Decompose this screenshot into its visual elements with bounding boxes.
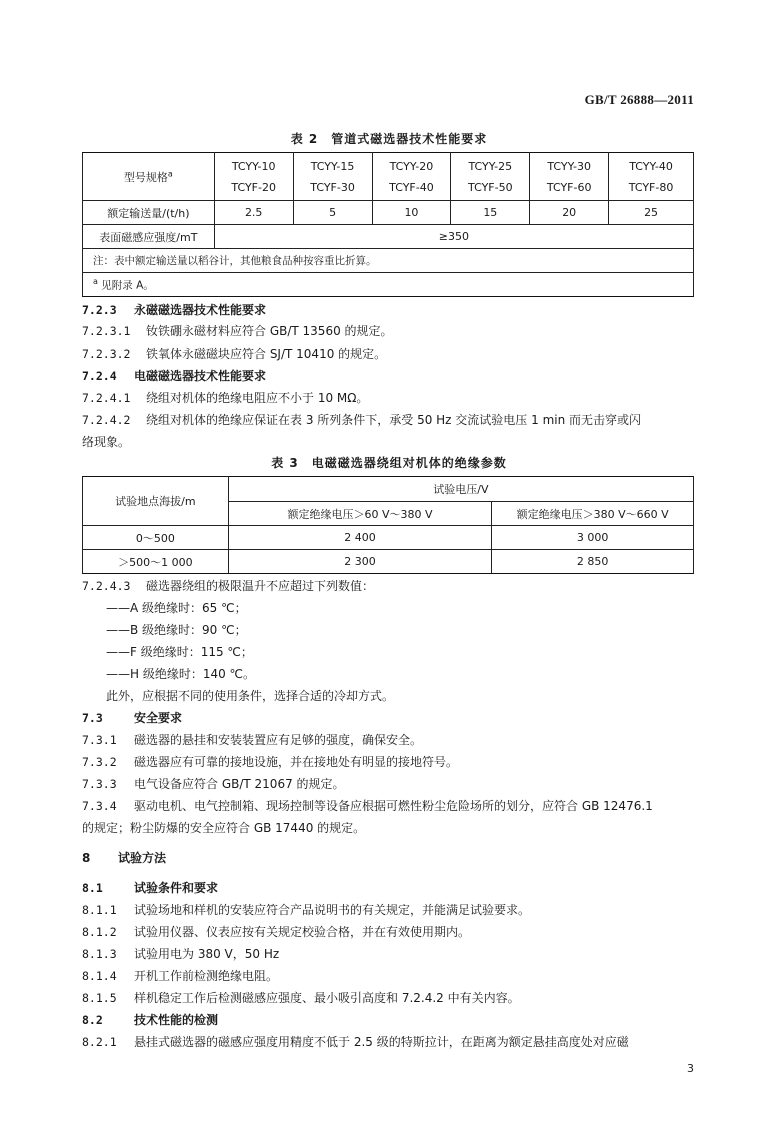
table3-cell: 2 850 bbox=[492, 550, 694, 574]
table3-cell: 3 000 bbox=[492, 526, 694, 550]
list-item: ——F 级绝缘时：115 ℃； bbox=[106, 645, 253, 659]
paragraph: 络现象。 bbox=[82, 435, 131, 449]
table2-model-cell: TCYY-25 TCYF-50 bbox=[451, 153, 530, 201]
paragraph: 此外，应根据不同的使用条件，选择合适的冷却方式。 bbox=[106, 689, 395, 703]
paragraph: 7.2.4.3 磁选器绕组的极限温升不应超过下列数值： bbox=[82, 579, 375, 593]
table2-note: 注：表中额定输送量以稻谷计，其他粮食品种按容重比折算。 bbox=[83, 249, 694, 273]
table2-header-model: 型号规格$^a$ bbox=[83, 153, 215, 201]
table2-capacity-cell: 2.5 bbox=[214, 201, 293, 225]
table2-capacity-cell: 5 bbox=[293, 201, 372, 225]
table2-capacity-cell: 15 bbox=[451, 201, 530, 225]
paragraph: 8.1.5 样机稳定工作后检测磁感应强度、最小吸引高度和 7.2.4.2 中有关内容。 bbox=[82, 991, 520, 1005]
table3-cell: 0～500 bbox=[83, 526, 229, 550]
paragraph: 7.2.3.2 铁氧体永磁磁块应符合 SJ/T 10410 的规定。 bbox=[82, 347, 387, 361]
list-item: ——B 级绝缘时：90 ℃； bbox=[106, 623, 247, 637]
paragraph: 8.1.1 试验场地和样机的安装应符合产品说明书的有关规定，并能满足试验要求。 bbox=[82, 903, 531, 917]
table2-row-label-induction: 表面磁感应强度/mT bbox=[83, 225, 215, 249]
table2-capacity-cell: 20 bbox=[530, 201, 609, 225]
table3-header-v1: 额定绝缘电压＞60 V～380 V bbox=[228, 502, 492, 526]
list-item: ——H 级绝缘时：140 ℃。 bbox=[106, 667, 256, 681]
paragraph: 8.2.1 悬挂式磁选器的磁感应强度用精度不低于 2.5 级的特斯拉计，在距离为额定悬挂高度处对应磁 bbox=[82, 1035, 629, 1049]
paragraph: 7.2.4.2 绕组对机体的绝缘应保证在表 3 所列条件下，承受 50 Hz 交流试验电压 1 min 而无击穿或闪 bbox=[82, 413, 642, 427]
table3-cell: ＞500～1 000 bbox=[83, 550, 229, 574]
paragraph: 7.2.4.1 绕组对机体的绝缘电阻应不小于 10 MΩ。 bbox=[82, 391, 369, 405]
paragraph: 7.3.4 驱动电机、电气控制箱、现场控制等设备应根据可燃性粉尘危险场所的划分，应符合 GB 12476.1 bbox=[82, 799, 653, 813]
table3-header-v2: 额定绝缘电压＞380 V～660 V bbox=[492, 502, 694, 526]
table2-capacity-cell: 25 bbox=[609, 201, 694, 225]
list-item: ——A 级绝缘时：65 ℃； bbox=[106, 601, 247, 615]
paragraph: 8.1.4 开机工作前检测绝缘电阻。 bbox=[82, 969, 279, 983]
section-heading: 8.2 技术性能的检测 bbox=[82, 1013, 219, 1027]
paragraph: 7.3.2 磁选器应有可靠的接地设施，并在接地处有明显的接地符号。 bbox=[82, 755, 459, 769]
table3-header-altitude: 试验地点海拔/m bbox=[83, 477, 229, 526]
table2-model-cell: TCYY-10 TCYF-20 bbox=[214, 153, 293, 201]
page-number: 3 bbox=[687, 1062, 694, 1075]
paragraph: 的规定；粉尘防爆的安全应符合 GB 17440 的规定。 bbox=[82, 821, 366, 835]
section-heading: 8.1 试验条件和要求 bbox=[82, 881, 219, 895]
chapter-heading: 8 试验方法 bbox=[82, 851, 167, 865]
paragraph: 7.3.1 磁选器的悬挂和安装装置应有足够的强度，确保安全。 bbox=[82, 733, 423, 747]
table2-model-cell: TCYY-15 TCYF-30 bbox=[293, 153, 372, 201]
section-heading: 7.3 安全要求 bbox=[82, 711, 183, 725]
paragraph: 8.1.2 试验用仪器、仪表应按有关规定校验合格，并在有效使用期内。 bbox=[82, 925, 471, 939]
paragraph: 7.3.3 电气设备应符合 GB/T 21067 的规定。 bbox=[82, 777, 345, 791]
table2-model-cell: TCYY-40 TCYF-80 bbox=[609, 153, 694, 201]
paragraph: 8.1.3 试验用电为 380 V，50 Hz bbox=[82, 947, 280, 961]
document-code: GB/T 26888—2011 bbox=[584, 92, 694, 107]
table2-footnote: $^a$ 见附录 A。 bbox=[83, 273, 694, 297]
table3 bbox=[82, 476, 694, 574]
table2-capacity-cell: 10 bbox=[372, 201, 451, 225]
section-heading: 7.2.3 永磁磁选器技术性能要求 bbox=[82, 303, 267, 317]
table2-model-cell: TCYY-30 TCYF-60 bbox=[530, 153, 609, 201]
table3-caption: 表 3 电磁磁选器绕组对机体的绝缘参数 bbox=[271, 456, 507, 470]
table3-cell: 2 400 bbox=[228, 526, 492, 550]
table2-model-cell: TCYY-20 TCYF-40 bbox=[372, 153, 451, 201]
table2-row-label-capacity: 额定输送量/(t/h) bbox=[83, 201, 215, 225]
table-row bbox=[83, 550, 694, 574]
paragraph: 7.2.3.1 钕铁硼永磁材料应符合 GB/T 13560 的规定。 bbox=[82, 324, 393, 338]
table2-induction-value: ≥350 bbox=[214, 225, 693, 249]
table3-cell: 2 300 bbox=[228, 550, 492, 574]
table-row bbox=[83, 526, 694, 550]
table2 bbox=[82, 152, 694, 297]
section-heading: 7.2.4 电磁磁选器技术性能要求 bbox=[82, 369, 267, 383]
table2-caption: 表 2 管道式磁选器技术性能要求 bbox=[290, 132, 488, 146]
table3-header-test-voltage: 试验电压/V bbox=[228, 477, 693, 502]
